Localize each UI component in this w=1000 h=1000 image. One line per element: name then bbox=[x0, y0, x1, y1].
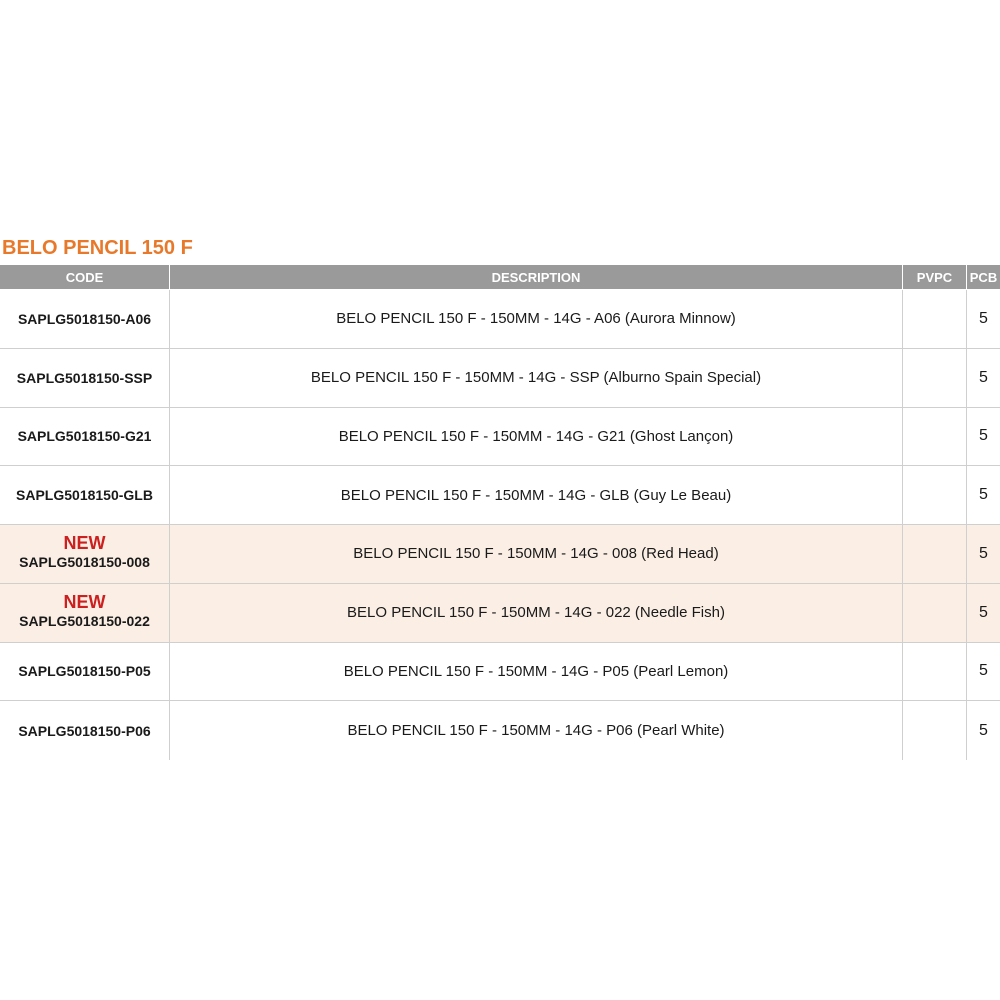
code-cell bbox=[0, 701, 170, 760]
new-badge: NEW bbox=[63, 532, 106, 553]
table-row bbox=[0, 408, 1000, 467]
pcb-value: 5 bbox=[979, 603, 988, 621]
description-cell bbox=[170, 701, 903, 760]
product-description: BELO PENCIL 150 F - 150MM - 14G - 022 (Needle Fish) bbox=[347, 604, 725, 622]
pcb-cell bbox=[967, 525, 1000, 583]
pcb-value: 5 bbox=[979, 486, 988, 504]
pcb-cell bbox=[967, 290, 1000, 348]
product-table bbox=[0, 265, 1000, 760]
table-row-new bbox=[0, 584, 1000, 643]
code-cell bbox=[0, 525, 170, 583]
table-row-new bbox=[0, 525, 1000, 584]
pvpc-cell bbox=[903, 643, 967, 701]
description-cell bbox=[170, 525, 903, 583]
code-cell bbox=[0, 584, 170, 642]
description-cell bbox=[170, 643, 903, 701]
header-code: CODE bbox=[0, 265, 170, 289]
header-pcb: PCB bbox=[969, 269, 998, 285]
pcb-cell bbox=[967, 643, 1000, 701]
description-cell bbox=[170, 584, 903, 642]
pcb-cell bbox=[967, 701, 1000, 760]
header-description: DESCRIPTION bbox=[170, 265, 903, 289]
pcb-cell bbox=[967, 584, 1000, 642]
description-cell bbox=[170, 408, 903, 466]
pcb-cell bbox=[967, 349, 1000, 407]
pcb-cell bbox=[967, 408, 1000, 466]
table-row bbox=[0, 290, 1000, 349]
pvpc-cell bbox=[903, 349, 967, 407]
table-header bbox=[0, 265, 1000, 289]
pcb-value: 5 bbox=[979, 721, 988, 739]
pvpc-cell bbox=[903, 290, 967, 348]
pcb-value: 5 bbox=[979, 427, 988, 445]
header-pvpc: PVPC bbox=[903, 265, 967, 289]
code-cell bbox=[0, 408, 170, 466]
product-description: BELO PENCIL 150 F - 150MM - 14G - G21 (Ghost Lançon) bbox=[338, 427, 734, 445]
table-row bbox=[0, 701, 1000, 760]
description-cell bbox=[170, 290, 903, 348]
product-code: SAPLG5018150-022 bbox=[19, 612, 150, 629]
code-cell bbox=[0, 349, 170, 407]
pvpc-cell bbox=[903, 584, 967, 642]
pvpc-cell bbox=[903, 525, 967, 583]
product-description: BELO PENCIL 150 F - 150MM - 14G - P06 (Pearl White) bbox=[347, 722, 725, 740]
new-badge: NEW bbox=[63, 591, 106, 612]
product-code: SAPLG5018150-P06 bbox=[18, 722, 151, 739]
product-description: BELO PENCIL 150 F - 150MM - 14G - SSP (Alburno Spain Special) bbox=[310, 369, 762, 387]
product-code: SAPLG5018150-008 bbox=[19, 553, 150, 570]
table-row bbox=[0, 466, 1000, 525]
product-description: BELO PENCIL 150 F - 150MM - 14G - 008 (Red Head) bbox=[353, 545, 719, 563]
description-cell bbox=[170, 466, 903, 524]
pvpc-cell bbox=[903, 701, 967, 760]
description-cell bbox=[170, 349, 903, 407]
page-title: BELO PENCIL 150 F bbox=[2, 237, 193, 259]
product-description: BELO PENCIL 150 F - 150MM - 14G - GLB (Guy Le Beau) bbox=[340, 486, 732, 504]
pcb-value: 5 bbox=[979, 309, 988, 327]
code-cell bbox=[0, 290, 170, 348]
pcb-value: 5 bbox=[979, 662, 988, 680]
code-cell bbox=[0, 643, 170, 701]
product-code: SAPLG5018150-A06 bbox=[17, 310, 152, 327]
pvpc-cell bbox=[903, 466, 967, 524]
pcb-cell bbox=[967, 466, 1000, 524]
pvpc-cell bbox=[903, 408, 967, 466]
table-row bbox=[0, 643, 1000, 702]
product-description: BELO PENCIL 150 F - 150MM - 14G - P05 (Pearl Lemon) bbox=[343, 662, 729, 680]
table-row bbox=[0, 349, 1000, 408]
product-code: SAPLG5018150-G21 bbox=[17, 428, 152, 445]
product-code: SAPLG5018150-GLB bbox=[16, 487, 153, 504]
product-code: SAPLG5018150-P05 bbox=[18, 663, 151, 680]
code-cell bbox=[0, 466, 170, 524]
pcb-value: 5 bbox=[979, 544, 988, 562]
pcb-value: 5 bbox=[979, 368, 988, 386]
product-description: BELO PENCIL 150 F - 150MM - 14G - A06 (Aurora Minnow) bbox=[336, 310, 736, 328]
product-code: SAPLG5018150-SSP bbox=[16, 369, 153, 386]
